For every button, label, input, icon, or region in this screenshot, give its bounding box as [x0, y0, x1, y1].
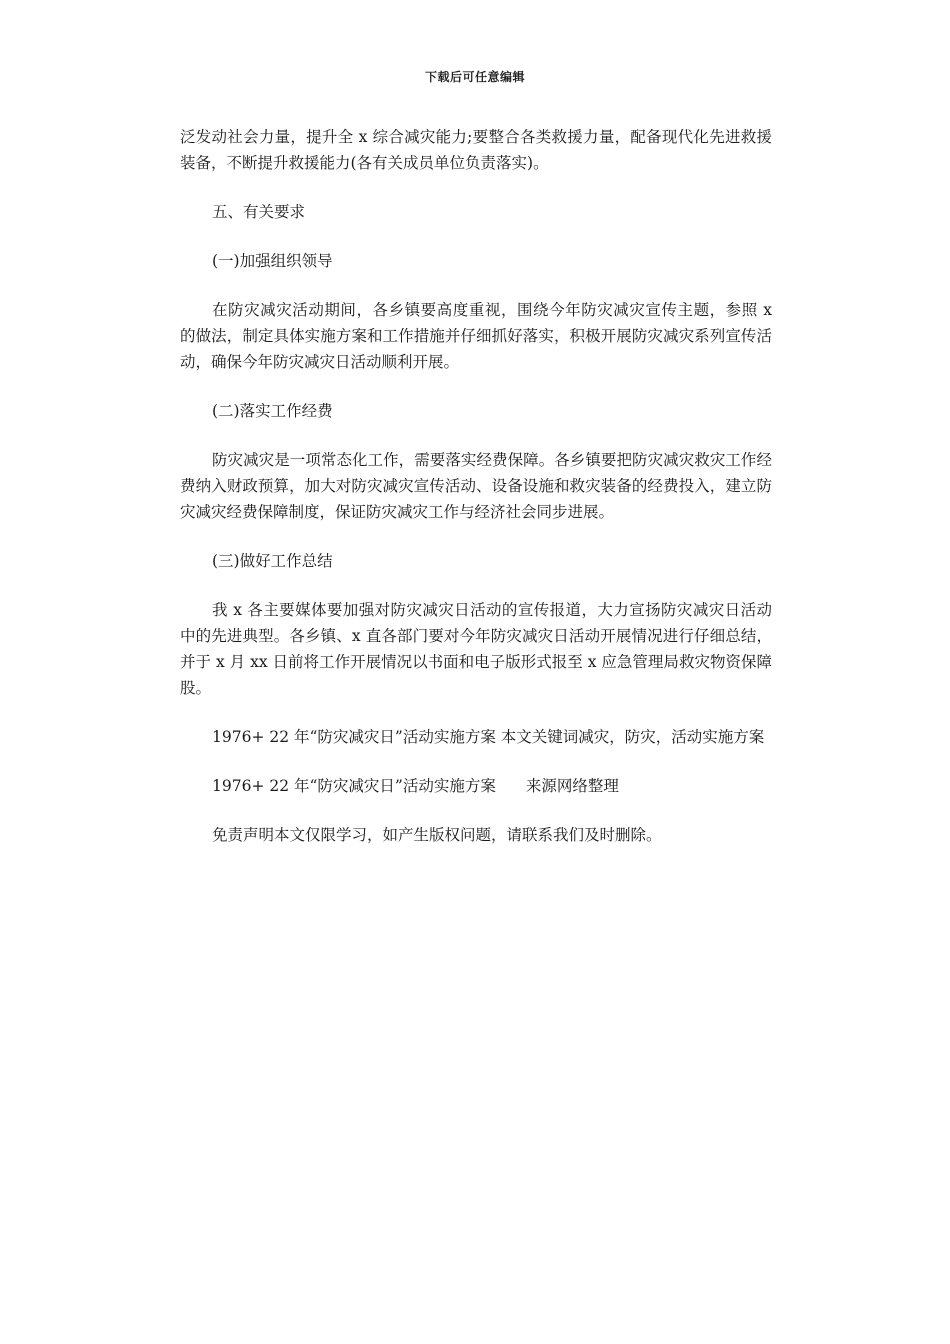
subsection-2-heading: (二)落实工作经费	[212, 402, 333, 420]
source-title: 1976+ 22 年“防灾减灾日”活动实施方案	[212, 777, 496, 795]
document-body	[180, 124, 772, 871]
page-header: 下载后可任意编辑	[424, 70, 525, 84]
intro-paragraph: 泛发动社会力量，提升全 x 综合减灾能力;要整合各类救援力量，配备现代化先进救援装备，不断提升救援能力(各有关成员单位负责落实)。	[180, 128, 772, 172]
subsection-3-body: 我 x 各主要媒体要加强对防灾减灾日活动的宣传报道，大力宣扬防灾减灾日活动中的先进典型。各乡镇、x 直各部门要对今年防灾减灾日活动开展情况进行仔细总结，并于 x 月 xx 日前将工作开展情况以书面和电子版形式报至 x 应急管理局救灾物资保障股。	[180, 601, 772, 697]
section-5-heading: 五、有关要求	[212, 203, 306, 221]
keywords-line: 1976+ 22 年“防灾减灾日”活动实施方案 本文关键词减灾，防灾，活动实施方案	[212, 728, 765, 746]
subsection-1-heading: (一)加强组织领导	[212, 252, 333, 270]
source-label: 来源网络整理	[525, 777, 619, 795]
subsection-2-body: 防灾减灾是一项常态化工作，需要落实经费保障。各乡镇要把防灾减灾救灾工作经费纳入财政预算，加大对防灾减灾宣传活动、设备设施和救灾装备的经费投入，建立防灾减灾经费保障制度，保证防灾减灾工作与经济社会同步进展。	[180, 451, 772, 521]
subsection-1-body: 在防灾减灾活动期间，各乡镇要高度重视，围绕今年防灾减灾宣传主题，参照 x 的做法，制定具体实施方案和工作措施并仔细抓好落实，积极开展防灾减灾系列宣传活动，确保今年防灾减灾日活动顺利开展。	[180, 301, 772, 371]
subsection-3-heading: (三)做好工作总结	[212, 552, 333, 570]
source-line	[180, 773, 772, 799]
disclaimer: 免责声明本文仅限学习，如产生版权问题，请联系我们及时删除。	[212, 826, 662, 844]
